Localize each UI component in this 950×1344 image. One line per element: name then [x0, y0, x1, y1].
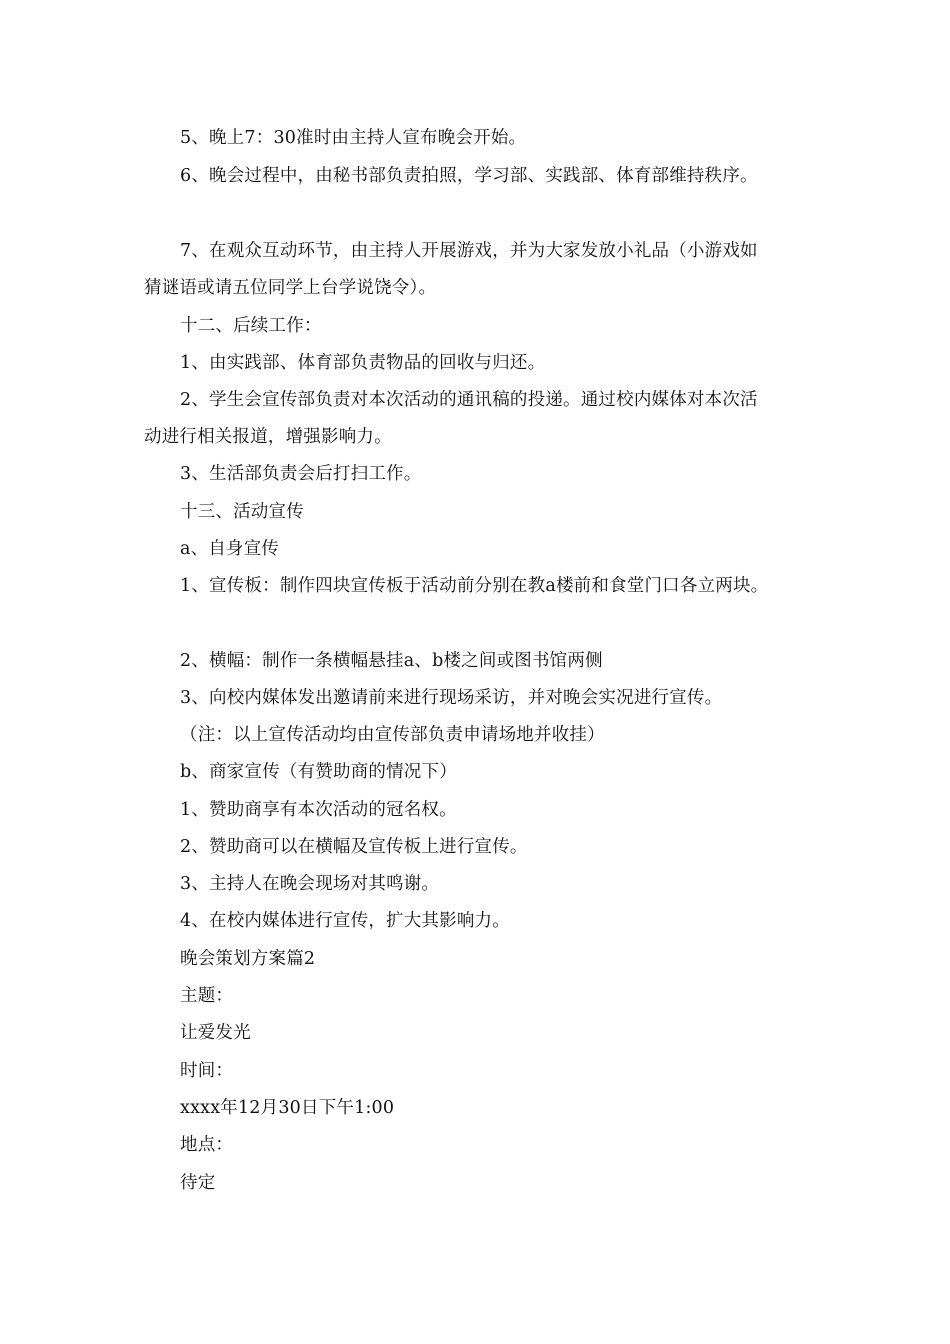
text-line: 3、生活部负责会后打扫工作。	[180, 464, 422, 484]
text-line: 1、赞助商享有本次活动的冠名权。	[180, 800, 457, 820]
field-value: xxxx年12月30日下午1:00	[180, 1098, 395, 1118]
section-heading: 十二、后续工作：	[180, 316, 322, 336]
note-line: （注：以上宣传活动均由宣传部负责申请场地并收挂）	[180, 725, 605, 745]
article-title: 晚会策划方案篇2	[180, 949, 316, 969]
text-line: 3、主持人在晚会现场对其鸣谢。	[180, 874, 440, 894]
field-label: 主题：	[180, 986, 234, 1006]
text-line: 4、在校内媒体进行宣传，扩大其影响力。	[180, 911, 510, 931]
subsection-heading: b、商家宣传（有赞助商的情况下）	[180, 762, 457, 782]
text-line: 2、学生会宣传部负责对本次活动的通讯稿的投递。通过校内媒体对本次活	[180, 390, 758, 410]
text-line: 2、赞助商可以在横幅及宣传板上进行宣传。	[180, 837, 528, 857]
field-value: 待定	[180, 1173, 216, 1193]
field-label: 时间：	[180, 1061, 234, 1081]
text-line: 2、横幅：制作一条横幅悬挂a、b楼之间或图书馆两侧	[180, 651, 603, 671]
section-heading: 十三、活动宣传	[180, 502, 304, 522]
field-value: 让爱发光	[180, 1023, 251, 1043]
field-label: 地点：	[180, 1135, 234, 1155]
text-line: 6、晚会过程中，由秘书部负责拍照，学习部、实践部、体育部维持秩序。	[180, 166, 758, 186]
text-line: 3、向校内媒体发出邀请前来进行现场采访，并对晚会实况进行宣传。	[180, 688, 723, 708]
subsection-heading: a、自身宣传	[180, 539, 280, 559]
text-line: 5、晚上7：30准时由主持人宣布晚会开始。	[180, 128, 527, 148]
text-line: 猜谜语或请五位同学上台学说饶令）。	[144, 278, 437, 298]
text-line: 1、由实践部、体育部负责物品的回收与归还。	[180, 353, 546, 373]
text-line: 1、宣传板：制作四块宣传板于活动前分别在教a楼前和食堂门口各立两块。	[180, 576, 769, 596]
text-line: 动进行相关报道，增强影响力。	[144, 427, 392, 447]
text-line: 7、在观众互动环节，由主持人开展游戏，并为大家发放小礼品（小游戏如	[180, 241, 758, 261]
